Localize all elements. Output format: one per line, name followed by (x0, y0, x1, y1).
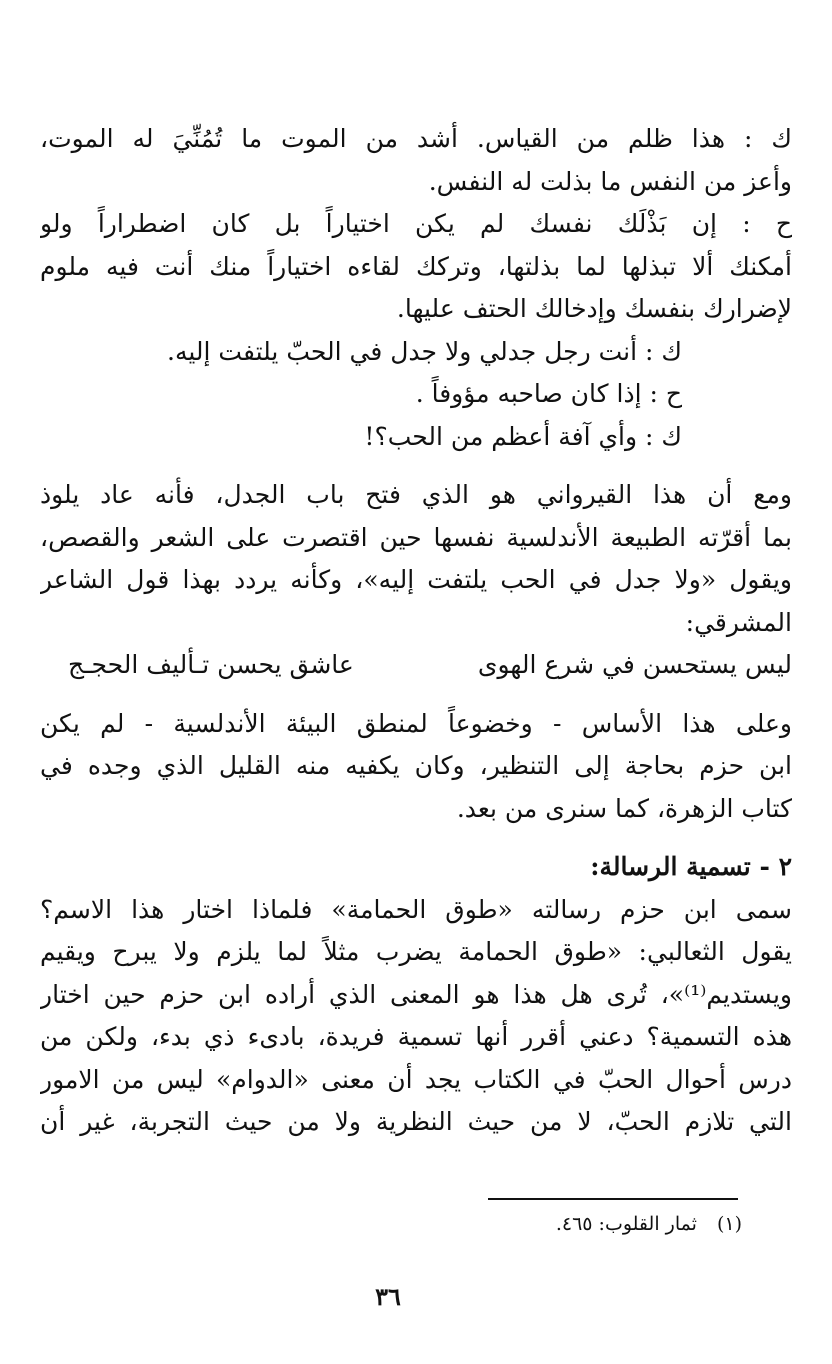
text-line: ابن حزم بحاجة إلى التنظير، وكان يكفيه منه القليل الذي وجده في (40, 751, 792, 780)
text-line: ويقول «ولا جدل في الحب يلتفت إليه»، وكأنه يردد بهذا قول الشاعر (40, 565, 792, 594)
text-line: ك : أنت رجل جدلي ولا جدل في الحبّ يلتفت إليه. (167, 336, 682, 366)
section-naming (40, 846, 792, 1144)
page-body (40, 118, 792, 1144)
verse-second-hemistich: عاشق يحسن تـأليف الحجـج (68, 650, 354, 679)
footnote (556, 1210, 742, 1238)
text-line: ح : إذا كان صاحبه مؤوفاً . (415, 379, 682, 408)
footnote-divider (488, 1198, 738, 1200)
text-line: هذه التسمية؟ دعني أقرر أنها تسمية فريدة، بادىء ذي بدء، ولكن من (40, 1022, 792, 1051)
footnote-text: ثمار القلوب: ٤٦٥. (555, 1213, 697, 1235)
text-line: المشرقي: (685, 607, 792, 637)
text-line: يقول الثعالبي: «طوق الحمامة يضرب مثلاً لما يلزم ولا يبرح ويقيم (40, 937, 792, 966)
text-line: وعلى هذا الأساس - وخضوعاً لمنطق البيئة الأندلسية - لم يكن (40, 708, 792, 738)
text-line: ويستديم⁽¹⁾»، تُرى هل هذا هو المعنى الذي أراده ابن حزم حين اختار (40, 979, 792, 1009)
text-line: ح : إن بَذْلَك نفسك لم يكن اختياراً بل كان اضطراراً ولو (40, 209, 792, 238)
text-line: ومع أن هذا القيرواني هو الذي فتح باب الجدل، فأنه عاد يلوذ (40, 480, 792, 509)
paragraph-1 (40, 474, 792, 644)
text-line: ك : هذا ظلم من القياس. أشد من الموت ما تُمُنِّيَ له الموت، (40, 124, 792, 153)
text-line: أمكنك ألا تبذلها لما بذلتها، وتركك لقاءه اختياراً منك أنت فيه ملوم (40, 251, 792, 281)
verse-first-hemistich: ليس يستحسن في شرع الهوى (477, 650, 792, 679)
paragraph-2 (40, 703, 792, 831)
text-line: كتاب الزهرة، كما سنرى من بعد. (456, 793, 792, 823)
text-line: بما أقرّته الطبيعة الأندلسية نفسها حين اقتصرت على الشعر والقصص، (40, 522, 792, 552)
dialogue-block-1 (40, 118, 792, 331)
page-number: ٣٦ (375, 1282, 401, 1311)
text-line: التي تلازم الحبّ، لا من حيث النظرية ولا من حيث التجربة، غير أن (40, 1107, 792, 1136)
text-line: سمى ابن حزم رسالته «طوق الحمامة» فلماذا اختار هذا الاسم؟ (40, 894, 792, 924)
text-line: درس أحوال الحبّ في الكتاب يجد أن معنى «الدوام» ليس من الامور (40, 1064, 792, 1094)
text-line: ك : وأي آفة أعظم من الحب؟! (364, 421, 682, 451)
poem-verse (40, 644, 792, 687)
dialogue-block-2 (40, 331, 682, 459)
section-heading: ٢ - تسمية الرسالة: (590, 852, 792, 881)
text-line: وأعز من النفس ما بذلت له النفس. (428, 166, 792, 196)
footnote-number: (١) (716, 1213, 742, 1235)
text-line: لإضرارك بنفسك وإدخالك الحتف عليها. (396, 294, 792, 323)
